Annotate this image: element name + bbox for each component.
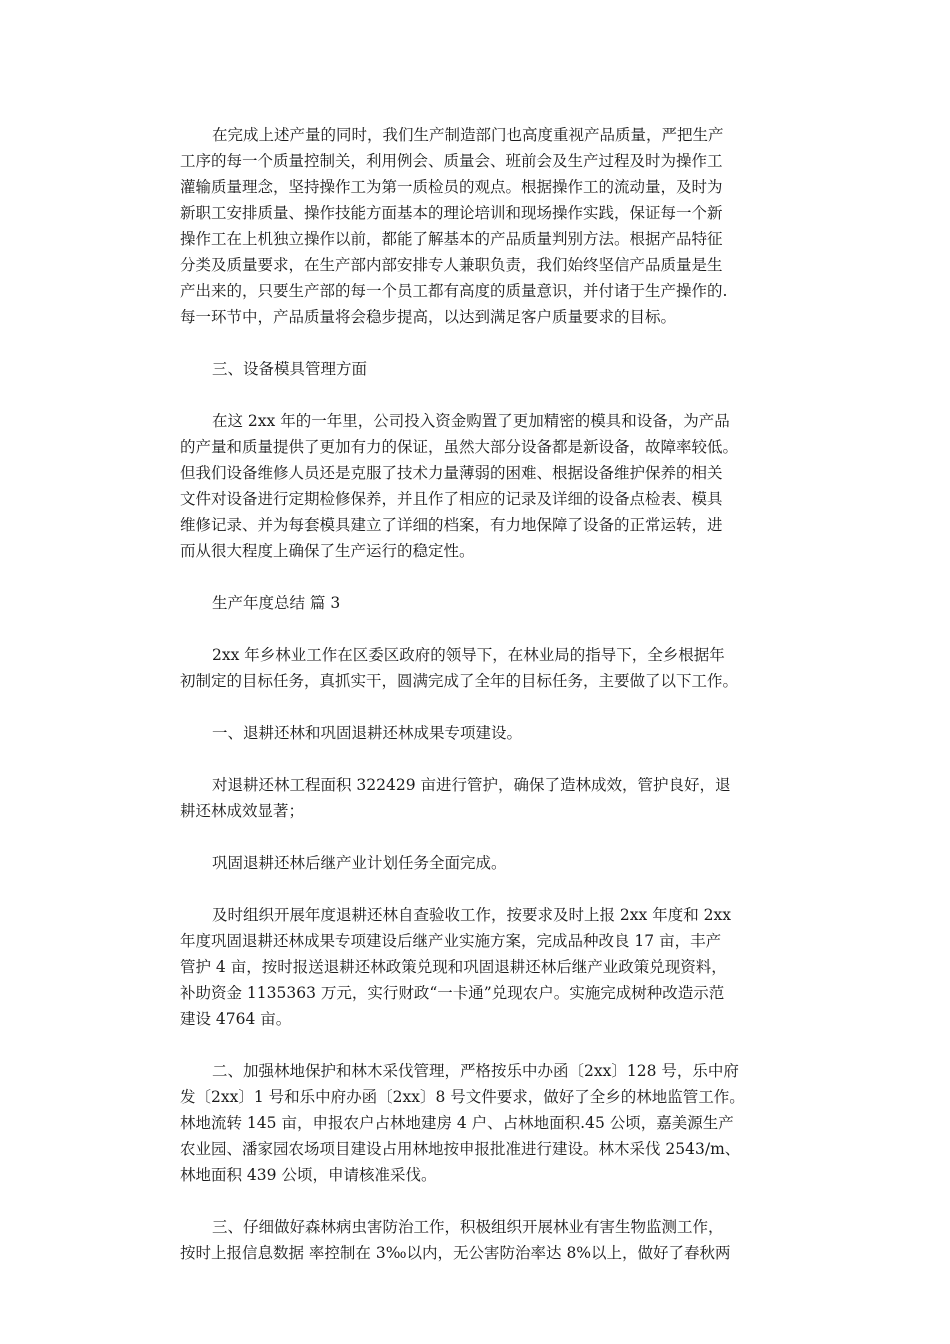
document-body [180, 122, 780, 1292]
paragraph [180, 772, 780, 824]
text-line: 农业园、潘家园农场项目建设占用林地按申报批准进行建设。林木采伐 2543/m、 [180, 1140, 741, 1158]
text-line: 工序的每一个质量控制关，利用例会、质量会、班前会及生产过程及时为操作工 [180, 152, 723, 170]
text-line: 操作工在上机独立操作以前，都能了解基本的产品质量判别方法。根据产品特征 [180, 230, 723, 248]
text-line: 三、设备模具管理方面 [212, 360, 368, 378]
text-line: 一、退耕还林和巩固退耕还林成果专项建设。 [212, 724, 523, 742]
text-line: 在完成上述产量的同时，我们生产制造部门也高度重视产品质量，严把生产 [212, 126, 724, 144]
text-line: 每一环节中，产品质量将会稳步提高，以达到满足客户质量要求的目标。 [180, 308, 677, 326]
text-line: 发〔2xx〕1 号和乐中府办函〔2xx〕8 号文件要求，做好了全乡的林地监管工作。 [180, 1088, 745, 1106]
text-line: 巩固退耕还林后继产业计划任务全面完成。 [212, 854, 507, 872]
text-line: 但我们设备维修人员还是克服了技术力量薄弱的困难、根据设备维护保养的相关 [180, 464, 723, 482]
text-line: 初制定的目标任务，真抓实干，圆满完成了全年的目标任务，主要做了以下工作。 [180, 672, 739, 690]
text-line: 的产量和质量提供了更加有力的保证，虽然大部分设备都是新设备，故障率较低。 [180, 438, 739, 456]
text-line: 按时上报信息数据 率控制在 3‰以内，无公害防治率达 8%以上，做好了春秋两 [180, 1244, 731, 1262]
paragraph [180, 1058, 780, 1188]
paragraph [180, 1214, 780, 1266]
text-line: 维修记录、并为每套模具建立了详细的档案，有力地保障了设备的正常运转，进 [180, 516, 723, 534]
text-line: 年度巩固退耕还林成果专项建设后继产业实施方案，完成品种改良 17 亩，丰产 [180, 932, 722, 950]
text-line: 林地面积 439 公顷，申请核准采伐。 [180, 1166, 437, 1184]
text-line: 生产年度总结 篇 3 [212, 594, 341, 612]
text-line: 新职工安排质量、操作技能方面基本的理论培训和现场操作实践，保证每一个新 [180, 204, 723, 222]
text-line: 在这 2xx 年的一年里，公司投入资金购置了更加精密的模具和设备，为产品 [212, 412, 730, 430]
text-line: 2xx 年乡林业工作在区委区政府的领导下，在林业局的指导下，全乡根据年 [212, 646, 725, 664]
section-heading [180, 850, 780, 876]
text-line: 文件对设备进行定期检修保养，并且作了相应的记录及详细的设备点检表、模具 [180, 490, 723, 508]
text-line: 对退耕还林工程面积 322429 亩进行管护，确保了造林成效，管护良好，退 [212, 776, 731, 794]
paragraph [180, 642, 780, 694]
paragraph [180, 408, 780, 564]
paragraph [180, 902, 780, 1032]
section-heading [180, 590, 780, 616]
text-line: 而从很大程度上确保了生产运行的稳定性。 [180, 542, 475, 560]
text-line: 补助资金 1135363 万元，实行财政“一卡通”兑现农户。实施完成树种改造示范 [180, 984, 725, 1002]
text-line: 分类及质量要求，在生产部内部安排专人兼职负责，我们始终坚信产品质量是生 [180, 256, 723, 274]
text-line: 灌输质量理念，坚持操作工为第一质检员的观点。根据操作工的流动量，及时为 [180, 178, 723, 196]
text-line: 二、加强林地保护和林木采伐管理，严格按乐中办函〔2xx〕128 号，乐中府 [212, 1062, 739, 1080]
text-line: 建设 4764 亩。 [180, 1010, 292, 1028]
text-line: 产出来的，只要生产部的每一个员工都有高度的质量意识，并付诸于生产操作的. [180, 282, 728, 300]
section-heading [180, 720, 780, 746]
text-line: 三、仔细做好森林病虫害防治工作，积极组织开展林业有害生物监测工作， [212, 1218, 724, 1236]
section-heading [180, 356, 780, 382]
paragraph [180, 122, 780, 330]
text-line: 管护 4 亩，按时报送退耕还林政策兑现和巩固退耕还林后继产业政策兑现资料， [180, 958, 727, 976]
text-line: 耕还林成效显著； [180, 802, 305, 820]
text-line: 林地流转 145 亩，申报农户占林地建房 4 户、占林地面积.45 公顷，嘉美源生产 [180, 1114, 734, 1132]
text-line: 及时组织开展年度退耕还林自查验收工作，按要求及时上报 2xx 年度和 2xx [212, 906, 731, 924]
